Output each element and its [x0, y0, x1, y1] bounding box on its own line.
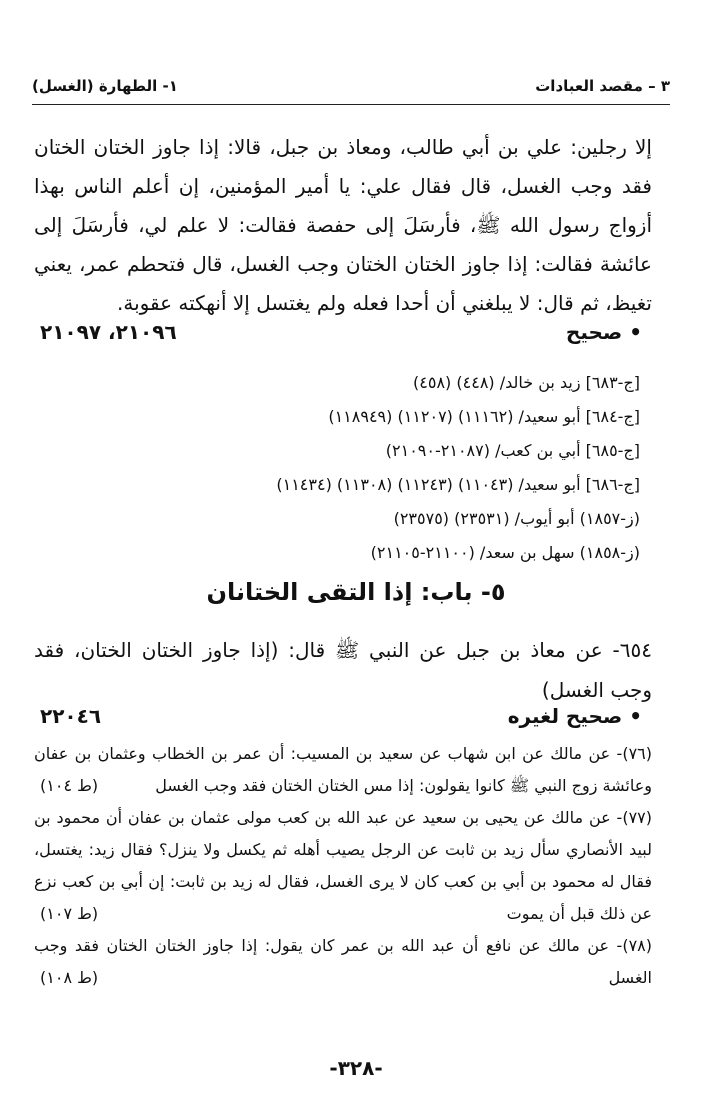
header-chapter-title: ١- الطهارة (الغسل) — [32, 77, 178, 95]
footnote-text: (٧٧)- عن مالك عن يحيى بن سعيد عن عبد الله بن كعب مولى عثمان بن عفان أن محمود بن لبيد الأنصاري سأل زيد بن ثابت عن الرجل يصيب أهله ثم يكسل ولا ينزل؟ فقال زيد: يغتسل، فقال له محمود بن أبي بن كعب كان لا يرى الغسل، فقال له زيد بن ثابت: إن أبي بن كعب نزع عن ذلك قبل أن يموت — [34, 808, 652, 923]
reference-item: (ز-١٨٥٧) أبو أيوب/ (٢٣٥٣١) (٢٣٥٧٥) — [393, 509, 640, 528]
reference-list — [276, 366, 640, 570]
footnotes — [34, 738, 652, 994]
grade-label: • صحيح لغيره — [508, 704, 642, 728]
grade-numbers: ٢١٠٩٦، ٢١٠٩٧ — [40, 320, 177, 344]
footnote-ref: (ط ١٠٧) — [40, 904, 99, 923]
page-number: -٣٢٨- — [329, 1056, 383, 1080]
reference-item: [ج-٦٨٥] أبي بن كعب/ (٢١٠٨٧-٢١٠٩٠) — [385, 441, 640, 460]
grade-row-1 — [40, 320, 642, 344]
footnote-text: (٧٦)- عن مالك عن ابن شهاب عن سعيد بن المسيب: أن عمر بن الخطاب وعثمان بن عفان وعائشة زوج النبي ﷺ كانوا يقولون: إذا مس الختان الختان فقد وجب الغسل — [34, 744, 652, 795]
header-section-title: ٣ – مقصد العبادات — [535, 77, 670, 95]
grade-row-2 — [40, 704, 642, 728]
running-header — [32, 72, 670, 100]
reference-item: [ج-٦٨٣] زيد بن خالد/ (٤٤٨) (٤٥٨) — [413, 373, 640, 392]
footnote-76 — [34, 738, 652, 802]
main-paragraph — [34, 128, 652, 323]
reference-item: [ج-٦٨٤] أبو سعيد/ (١١١٦٢) (١١٢٠٧) (١١٨٩٤٩) — [328, 407, 640, 426]
hadith-654 — [34, 630, 652, 710]
reference-item: (ز-١٨٥٨) سهل بن سعد/ (٢١١٠٠-٢١١٠٥) — [370, 543, 640, 562]
footnote-text: (٧٨)- عن مالك عن نافع أن عبد الله بن عمر كان يقول: إذا جاوز الختان الختان فقد وجب الغسل — [34, 936, 652, 987]
footnote-78 — [34, 930, 652, 994]
footnote-77 — [34, 802, 652, 930]
hadith-text: ٦٥٤- عن معاذ بن جبل عن النبي ﷺ قال: (إذا جاوز الختان الختان، فقد وجب الغسل) — [34, 638, 652, 702]
main-text: إلا رجلين: علي بن أبي طالب، ومعاذ بن جبل، قالا: إذا جاوز الختان الختان فقد وجب الغسل، قال فقال علي: يا أمير المؤمنين، إن أعلم الناس بهذا أزواج رسول الله ﷺ، فأرسَلَ إلى حفصة فقالت: لا علم لي، فأرسَلَ إلى عائشة فقالت: إذا جاوز الختان الختان وجب الغسل، قال فتحطم عمر، يعني تغيظ، ثم قال: لا يبلغني أن أحدا فعله ولم يغتسل إلا أنهكته عقوبة. — [34, 135, 652, 315]
header-divider — [32, 104, 670, 105]
reference-item: [ج-٦٨٦] أبو سعيد/ (١١٠٤٣) (١١٢٤٣) (١١٣٠٨) (١١٤٣٤) — [276, 475, 640, 494]
chapter-heading: ٥- باب: إذا التقى الختانان — [206, 578, 506, 606]
footnote-ref: (ط ١٠٤) — [40, 776, 99, 795]
footnote-ref: (ط ١٠٨) — [40, 968, 99, 987]
grade-label: • صحيح — [566, 320, 642, 344]
grade-numbers: ٢٢٠٤٦ — [40, 704, 102, 728]
